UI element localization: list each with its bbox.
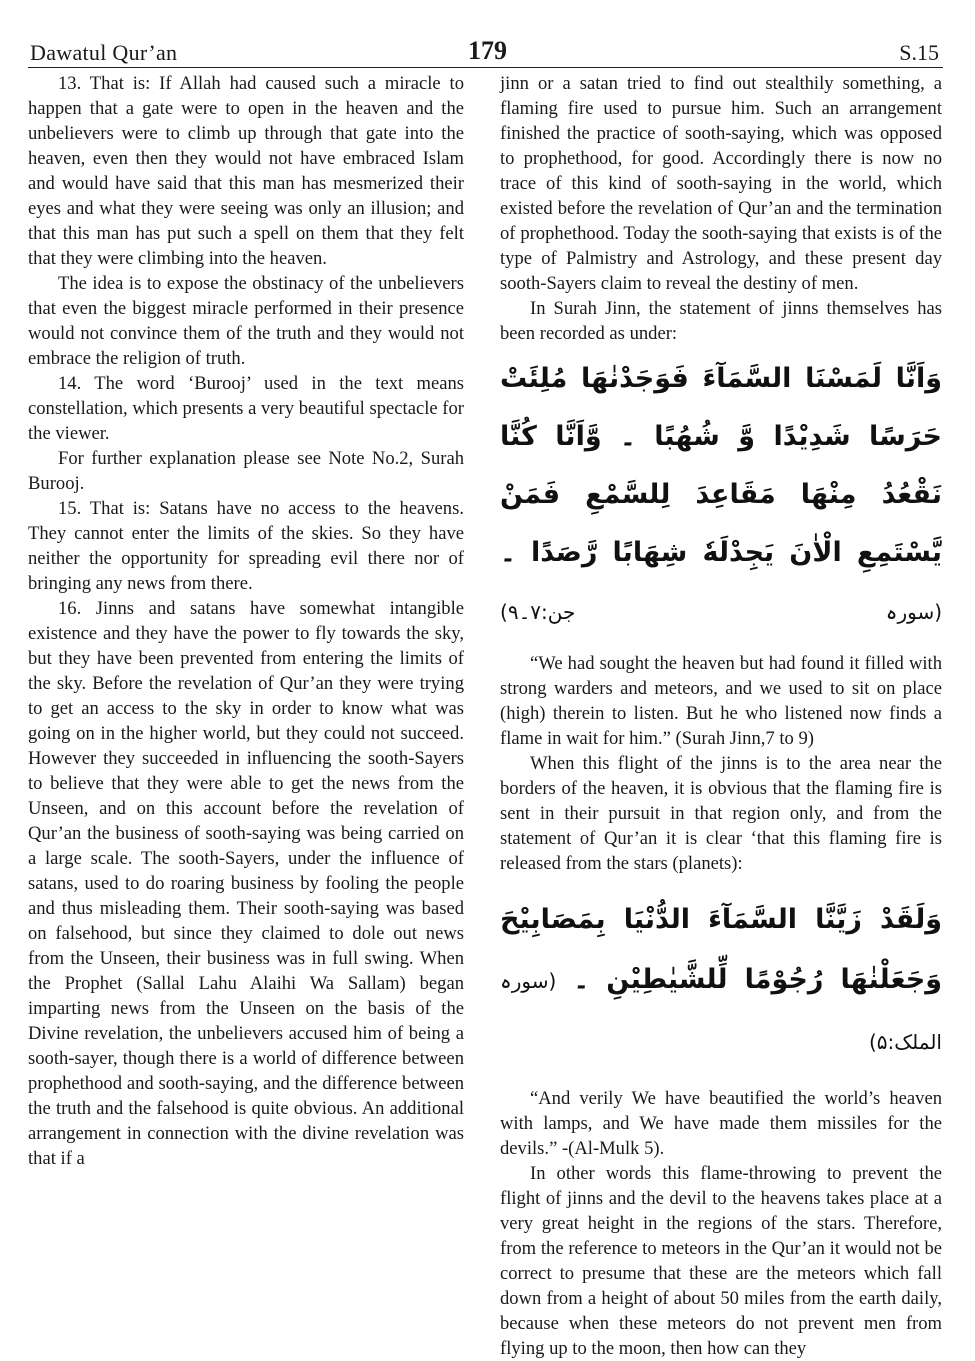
further-explanation-paragraph: For further explanation please see Note No.2, Surah Burooj. bbox=[28, 448, 464, 494]
note-13-paragraph: 13. That is: If Allah had caused such a miracle to happen that a gate were to open in the heaven and the unbelievers were to climb up through that gate into the heaven, even then they would not have embraced Islam and would have said that this man has mesmerized their eyes and what they were seeing was only an illusion; and that this man has put such a spell on them that they felt that they were climbing into the heaven. bbox=[28, 73, 464, 269]
arabic-verse-mulk-text: وَلَقَدْ زَيَّنَّا السَّمَآءَ الدُّنْيَا بِمَصَابِيْحَ وَجَعَلْنٰهَا رُجُوْمًا لِّلشَّيٰطِيْنِ ۔ bbox=[500, 904, 942, 995]
mulk-translation: “And verily We have beautified the world’s heaven with lamps, and We have made them missiles for the devils.” -(Al-Mulk 5). bbox=[500, 1088, 942, 1159]
left-column bbox=[28, 71, 464, 1295]
note-16-paragraph: 16. Jinns and satans have somewhat intangible existence and they have the power to fly towards the sky, but they have been prevented from entering the limits of the sky. Before the revelation of Qur’an they were trying to get an access to the sky in order to know what was going on in the higher world, but they could not succeed. However they succeeded in influencing the sooth-Sayers to believe that they were able to get the news from the Unseen, and on this account before the revelation of Qur’an the business of sooth-saying was being carried on a large scale. The sooth-Sayers, under the influence of satans, used to do roaring business by fooling the people and thus misleading them. Their sooth-saying was based on falsehood, but since they claimed to dole out news from the Unseen, their business was in full swing. When the Prophet (Sallal Lahu Alaihi Wa Sallam) began imparting news from the Unseen on the basis of the Divine revelation, the unbelievers accused him of being a sooth-sayer, though there is a world of difference between prophethood and sooth-saying, and the difference between the truth and the falsehood is quite obvious. An additional arrangement in connection with the divine revelation was that if a bbox=[28, 598, 464, 1169]
surah-label: S.15 bbox=[899, 40, 939, 65]
arabic-verse-mulk bbox=[500, 890, 942, 1072]
meteors-paragraph: In other words this flame-throwing to prevent the flight of jinns and the devil to the heavens takes place at a very great height in the regions of the stars. Therefore, from the reference to meteors in the Qur’an it would not be correct to presume that these are the meteors which fall down from a height of about 50 miles from the earth daily, because when these meteors do not prevent men from flying up to the moon, then how can they bbox=[500, 1163, 942, 1359]
arabic-verse-jinn-reference: (سورہ جن:۷۔۹) bbox=[500, 600, 942, 624]
arabic-verse-jinn-text: وَاَنَّا لَمَسْنَا السَّمَآءَ فَوَجَدْنٰهَا مُلِئَتْ حَرَسًا شَدِيْدًا وَّ شُهُبًا ۔ وَّاَنَّا كُنَّا نَقْعُدُ مِنْهَا مَقَاعِدَ لِلسَّمْعِ فَمَنْ يَّسْتَمِعِ الْاٰنَ يَجِدْلَهٗ شِهَابًا رَّصَدًا ۔ bbox=[500, 363, 942, 568]
right-column bbox=[500, 71, 942, 1359]
page-number: 179 bbox=[468, 36, 507, 65]
header-rule bbox=[28, 67, 943, 68]
jinn-translation: “We had sought the heaven but had found it filled with strong warders and meteors, and we used to sit on place (high) therein to listen. But he who listened now finds a flame in wait for him.” (Surah Jinn,7 to 9) bbox=[500, 653, 942, 749]
surah-jinn-intro: In Surah Jinn, the statement of jinns themselves has been recorded as under: bbox=[500, 298, 942, 344]
running-header-title: Dawatul Qur’an bbox=[30, 40, 178, 65]
obstinacy-paragraph: The idea is to expose the obstinacy of the unbelievers that even the biggest miracle performed in their presence would not convince them of the truth and they would not embrace the religion of truth. bbox=[28, 273, 464, 369]
note-14-paragraph: 14. The word ‘Burooj’ used in the text means constellation, which presents a very beautiful spectacle for the viewer. bbox=[28, 373, 464, 444]
arabic-verse-mulk-reference: (سورہ الملک:۵) bbox=[500, 969, 942, 1054]
continuation-paragraph: jinn or a satan tried to find out stealthily something, a flaming fire used to pursue him. Such an arrangement finished the practice of sooth-saying, which was opposed to prophethood, for good. Accordingly there is now no trace of this kind of sooth-saying in the world, which existed before the revelation of Qur’an and the termination of prophethood. Today the sooth-saying that exists is of the type of Palmistry and Astrology, and these present day sooth-Sayers claim to reveal the destiny of men. bbox=[500, 73, 942, 294]
arabic-verse-jinn bbox=[500, 350, 942, 641]
flight-paragraph: When this flight of the jinns is to the area near the borders of the heaven, it is obvious that the flaming fire is sent in their pursuit in that region only, and from the statement of Qur’an it is clear ‘that this flaming fire is released from the stars (planets): bbox=[500, 753, 942, 874]
note-15-paragraph: 15. That is: Satans have no access to the heavens. They cannot enter the limits of the skies. So they have neither the opportunity for spreading evil there nor of bringing any news from there. bbox=[28, 498, 464, 594]
